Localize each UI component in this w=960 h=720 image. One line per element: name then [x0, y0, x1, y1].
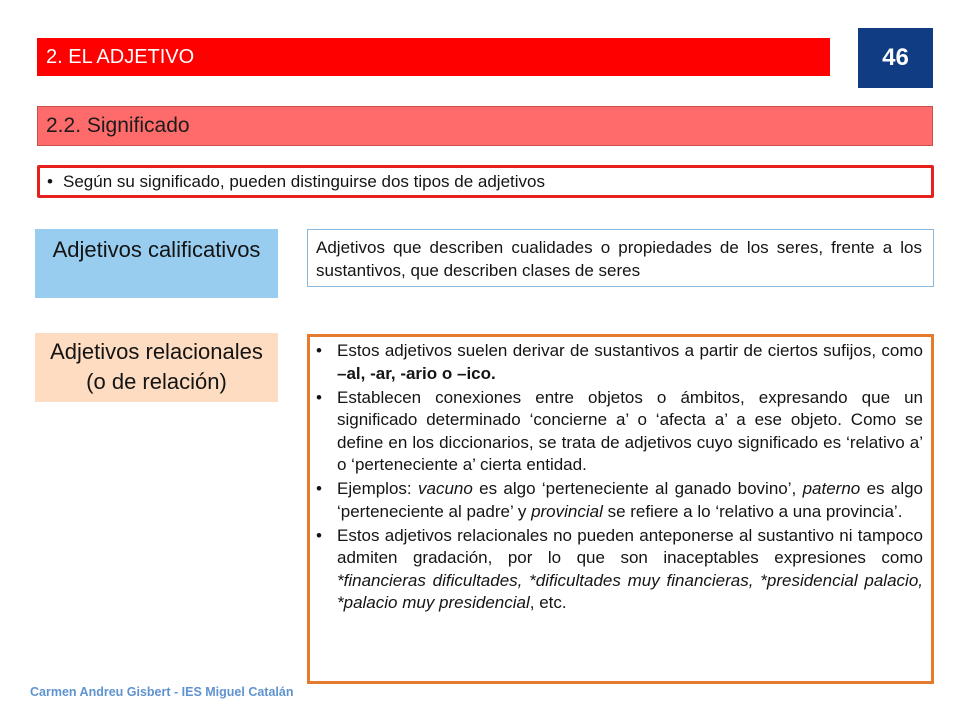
relacionales-label-line1: Adjetivos relacionales: [50, 339, 263, 364]
intro-box: [37, 165, 934, 198]
example-word: vacuno: [417, 479, 473, 498]
bullet-icon: [47, 168, 53, 195]
calificativos-description-box: [307, 229, 934, 287]
footer-credit: [30, 685, 293, 699]
bullet-text: es algo ‘perteneciente al ganado bovino’,: [472, 479, 803, 498]
list-item: [337, 478, 923, 523]
subsection-title: 2.2. Significado: [46, 114, 190, 137]
list-item: [337, 387, 923, 477]
bullet-icon: [316, 387, 322, 410]
bullet-icon: [316, 340, 322, 363]
subsection-title-bar: [37, 106, 933, 146]
relacionales-label-box: [35, 333, 278, 402]
bullet-icon: [316, 478, 322, 501]
bullet-text: es algo ‘perteneciente al padre’ y: [337, 479, 924, 521]
bullet-text: Estos adjetivos suelen derivar de sustantivos a partir de ciertos sufijos, como: [337, 341, 923, 360]
section-title: 2. EL ADJETIVO: [46, 46, 195, 68]
list-item: [337, 525, 923, 615]
page-number-badge: [858, 28, 933, 88]
calificativos-label-box: [35, 229, 278, 298]
relacionales-label-line2: (o de relación): [86, 369, 227, 394]
calificativos-label: Adjetivos calificativos: [52, 237, 261, 262]
bullet-text: Estos adjetivos relacionales no pueden anteponerse al sustantivo ni tampoco admiten gradación, por lo que son inaceptables expresiones como: [337, 525, 923, 567]
relacionales-bullets-box: [307, 334, 934, 684]
bullet-text: Establecen conexiones entre objetos o ámbitos, expresando que un significado determinado ‘concierne a’ o ‘afecta a’ a ese objeto. Como se define en los diccionarios, se trata de adjetivos cuyo significado es ‘relativo a’ o ‘perteneciente a’ cierta entidad.: [337, 387, 923, 474]
calificativos-description: Adjetivos que describen cualidades o propiedades de los seres, frente a los sustantivos, que describen clases de seres: [316, 238, 922, 280]
example-word: provincial: [531, 501, 603, 521]
bullet-text: Ejemplos:: [337, 479, 418, 498]
unacceptable-examples: *financieras dificultades, *dificultades muy financieras, *presidencial palacio, *palacio muy presidencial: [337, 570, 923, 612]
list-item: [337, 340, 923, 385]
example-word: paterno: [802, 479, 861, 498]
bullet-text: , etc.: [529, 593, 567, 612]
footer-credit-text: Carmen Andreu Gisbert - IES Miguel Catalán: [30, 685, 294, 699]
page-number: 46: [882, 44, 909, 71]
bullet-text: se refiere a lo ‘relativo a una provincia’.: [602, 501, 903, 521]
relacionales-bullet-list: [337, 340, 923, 615]
intro-text: Según su significado, pueden distinguirse dos tipos de adjetivos: [63, 172, 545, 191]
section-title-bar: [37, 38, 830, 76]
suffixes-text: –al, -ar, -ario o –ico.: [337, 363, 496, 383]
bullet-icon: [316, 525, 322, 548]
